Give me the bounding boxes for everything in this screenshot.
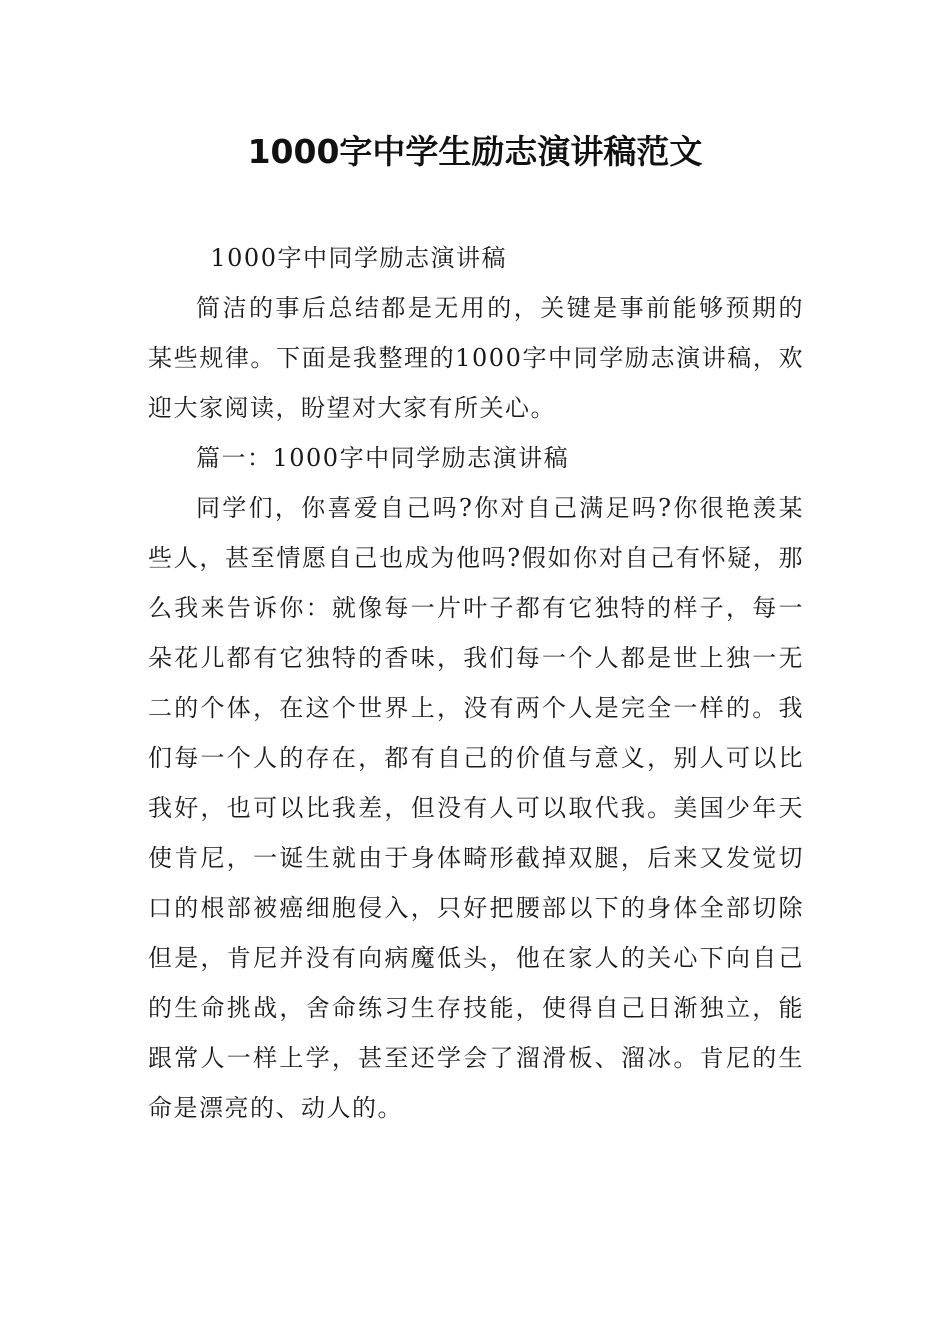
body-paragraph: 同学们，你喜爱自己吗?你对自己满足吗?你很艳羡某些人，甚至情愿自己也成为他吗?假如你对自己有怀疑，那么我来告诉你：就像每一片叶子都有它独特的样子，每一朵花儿都有它独特的香味，我们每一个人都是世上独一无二的个体，在这个世界上，没有两个人是完全一样的。我们每一个人的存在，都有自己的价值与意义，别人可以比我好，也可以比我差，但没有人可以取代我。美国少年天使肯尼，一诞生就由于身体畸形截掉双腿，后来又发觉切口的根部被癌细胞侵入，只好把腰部以下的身体全部切除但是，肯尼并没有向病魔低头，他在家人的关心下向自己的生命挑战，舍命练习生存技能，使得自己日渐独立，能跟常人一样上学，甚至还学会了溜滑板、溜冰。肯尼的生命是漂亮的、动人的。 <box>148 494 804 1122</box>
section-heading: 篇一：1000字中同学励志演讲稿 <box>196 444 570 472</box>
document-subtitle: 1000字中同学励志演讲稿 <box>210 244 507 272</box>
document-body <box>148 233 804 1133</box>
intro-paragraph: 简洁的事后总结都是无用的，关键是事前能够预期的某些规律。下面是我整理的1000字中同学励志演讲稿，欢迎大家阅读，盼望对大家有所关心。 <box>148 294 804 422</box>
document-title: 1000字中学生励志演讲稿范文 <box>247 132 703 171</box>
